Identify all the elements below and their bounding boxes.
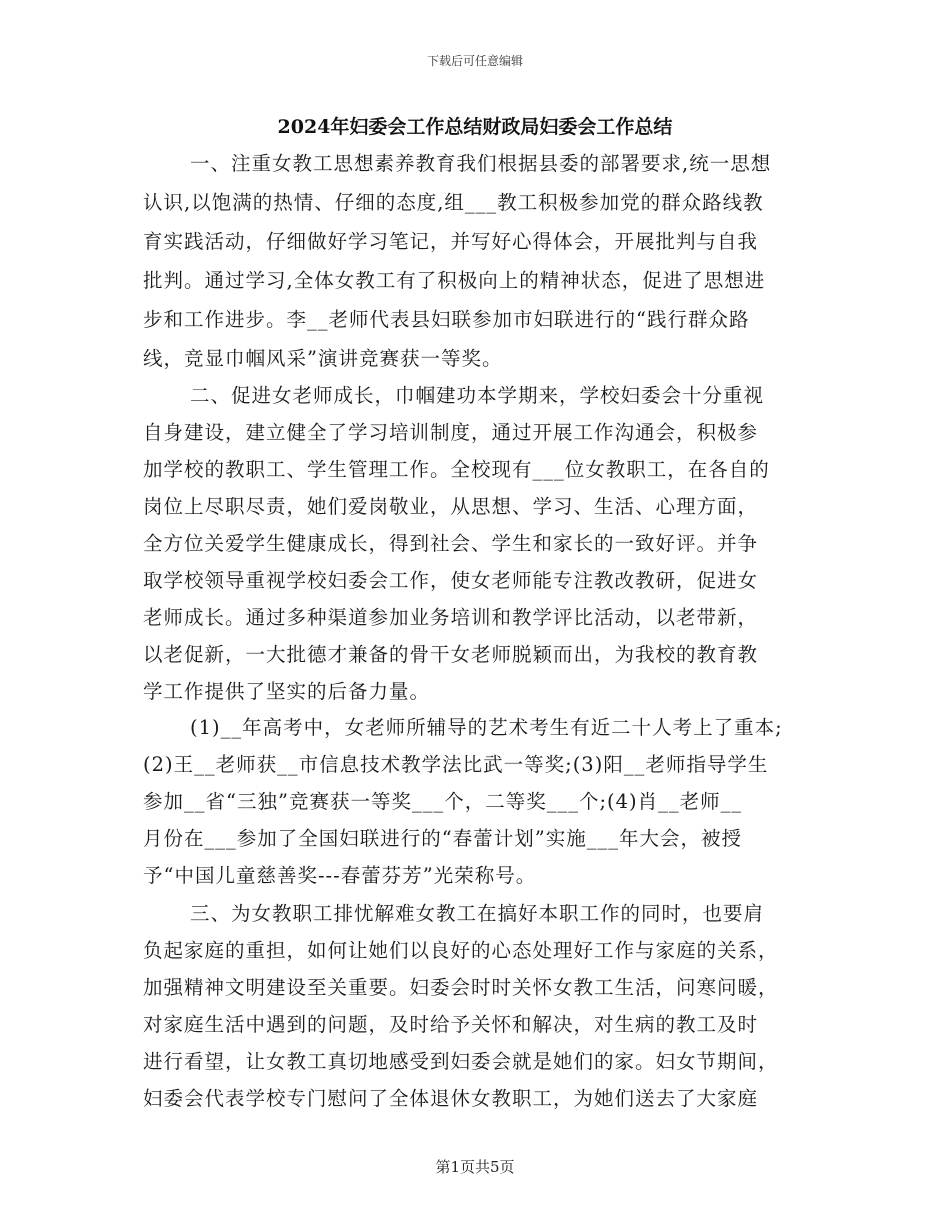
text-line: 自身建设，建立健全了学习培训制度，通过开展工作沟通会，积极参 bbox=[143, 421, 759, 444]
text-line: (1)__年高考中，女老师所辅导的艺术考生有近二十人考上了重本; bbox=[190, 716, 783, 739]
text-line: 对家庭生活中遇到的问题，及时给予关怀和解决，对生病的教工及时 bbox=[143, 1013, 759, 1036]
text-line: 加学校的教职工、学生管理工作。全校现有___位女教职工，在各自的 bbox=[143, 458, 770, 481]
text-line: 予“中国儿童慈善奖---春蕾芬芳”光荣称号。 bbox=[143, 864, 537, 887]
text-line: 批判。通过学习,全体女教工有了积极向上的精神状态，促进了思想进 bbox=[143, 269, 766, 292]
text-line: 三、为女教职工排忧解难女教工在搞好本职工作的同时，也要肩 bbox=[190, 902, 765, 925]
page-number-footer: 第1页共5页 bbox=[435, 1158, 515, 1176]
page-header-note: 下载后可任意编辑 bbox=[426, 54, 523, 68]
text-line: 全方位关爱学生健康成长，得到社会、学生和家长的一致好评。并争 bbox=[143, 532, 759, 555]
text-line: 妇委会代表学校专门慰问了全体退休女教职工，为她们送去了大家庭 bbox=[143, 1087, 759, 1110]
text-line: 加强精神文明建设至关重要。妇委会时时关怀女教工生活，问寒问暖， bbox=[143, 976, 779, 999]
text-line: 以老促新，一大批德才兼备的骨干女老师脱颖而出，为我校的教育教 bbox=[143, 643, 759, 666]
text-line: 步和工作进步。李__老师代表县妇联参加市妇联进行的“践行群众路 bbox=[143, 308, 750, 331]
text-line: 取学校领导重视学校妇委会工作，使女老师能专注教改教研，促进女 bbox=[143, 569, 759, 592]
text-line: 参加__省“三独”竞赛获一等奖___个，二等奖___个;(4)肖__老师__ bbox=[143, 790, 743, 813]
text-line: 一、注重女教工思想素养教育我们根据县委的部署要求,统一思想 bbox=[190, 152, 772, 175]
text-line: (2)王__老师获__市信息技术教学法比武一等奖;(3)阳__老师指导学生 bbox=[143, 753, 769, 776]
text-line: 老师成长。通过多种渠道参加业务培训和教学评比活动，以老带新， bbox=[143, 606, 759, 629]
text-line: 育实践活动，仔细做好学习笔记，并写好心得体会，开展批判与自我 bbox=[143, 230, 759, 253]
text-line: 学工作提供了坚实的后备力量。 bbox=[143, 680, 431, 703]
text-line: 月份在___参加了全国妇联进行的“春蕾计划”实施___年大会，被授 bbox=[143, 827, 742, 850]
text-line: 岗位上尽职尽责，她们爱岗敬业，从思想、学习、生活、心理方面， bbox=[143, 495, 759, 518]
text-line: 负起家庭的重担，如何让她们以良好的心态处理好工作与家庭的关系， bbox=[143, 939, 779, 962]
text-line: 线，竞显巾帼风采”演讲竞赛获一等奖。 bbox=[143, 347, 503, 370]
text-line: 进行看望，让女教工真切地感受到妇委会就是她们的家。妇女节期间， bbox=[143, 1050, 779, 1073]
text-line: 二、促进女老师成长，巾帼建功本学期来，学校妇委会十分重视 bbox=[190, 384, 765, 407]
document-title: 2024年妇委会工作总结财政局妇委会工作总结 bbox=[277, 116, 673, 138]
text-line: 认识,以饱满的热情、仔细的态度,组___教工积极参加党的群众路线教 bbox=[143, 191, 764, 214]
